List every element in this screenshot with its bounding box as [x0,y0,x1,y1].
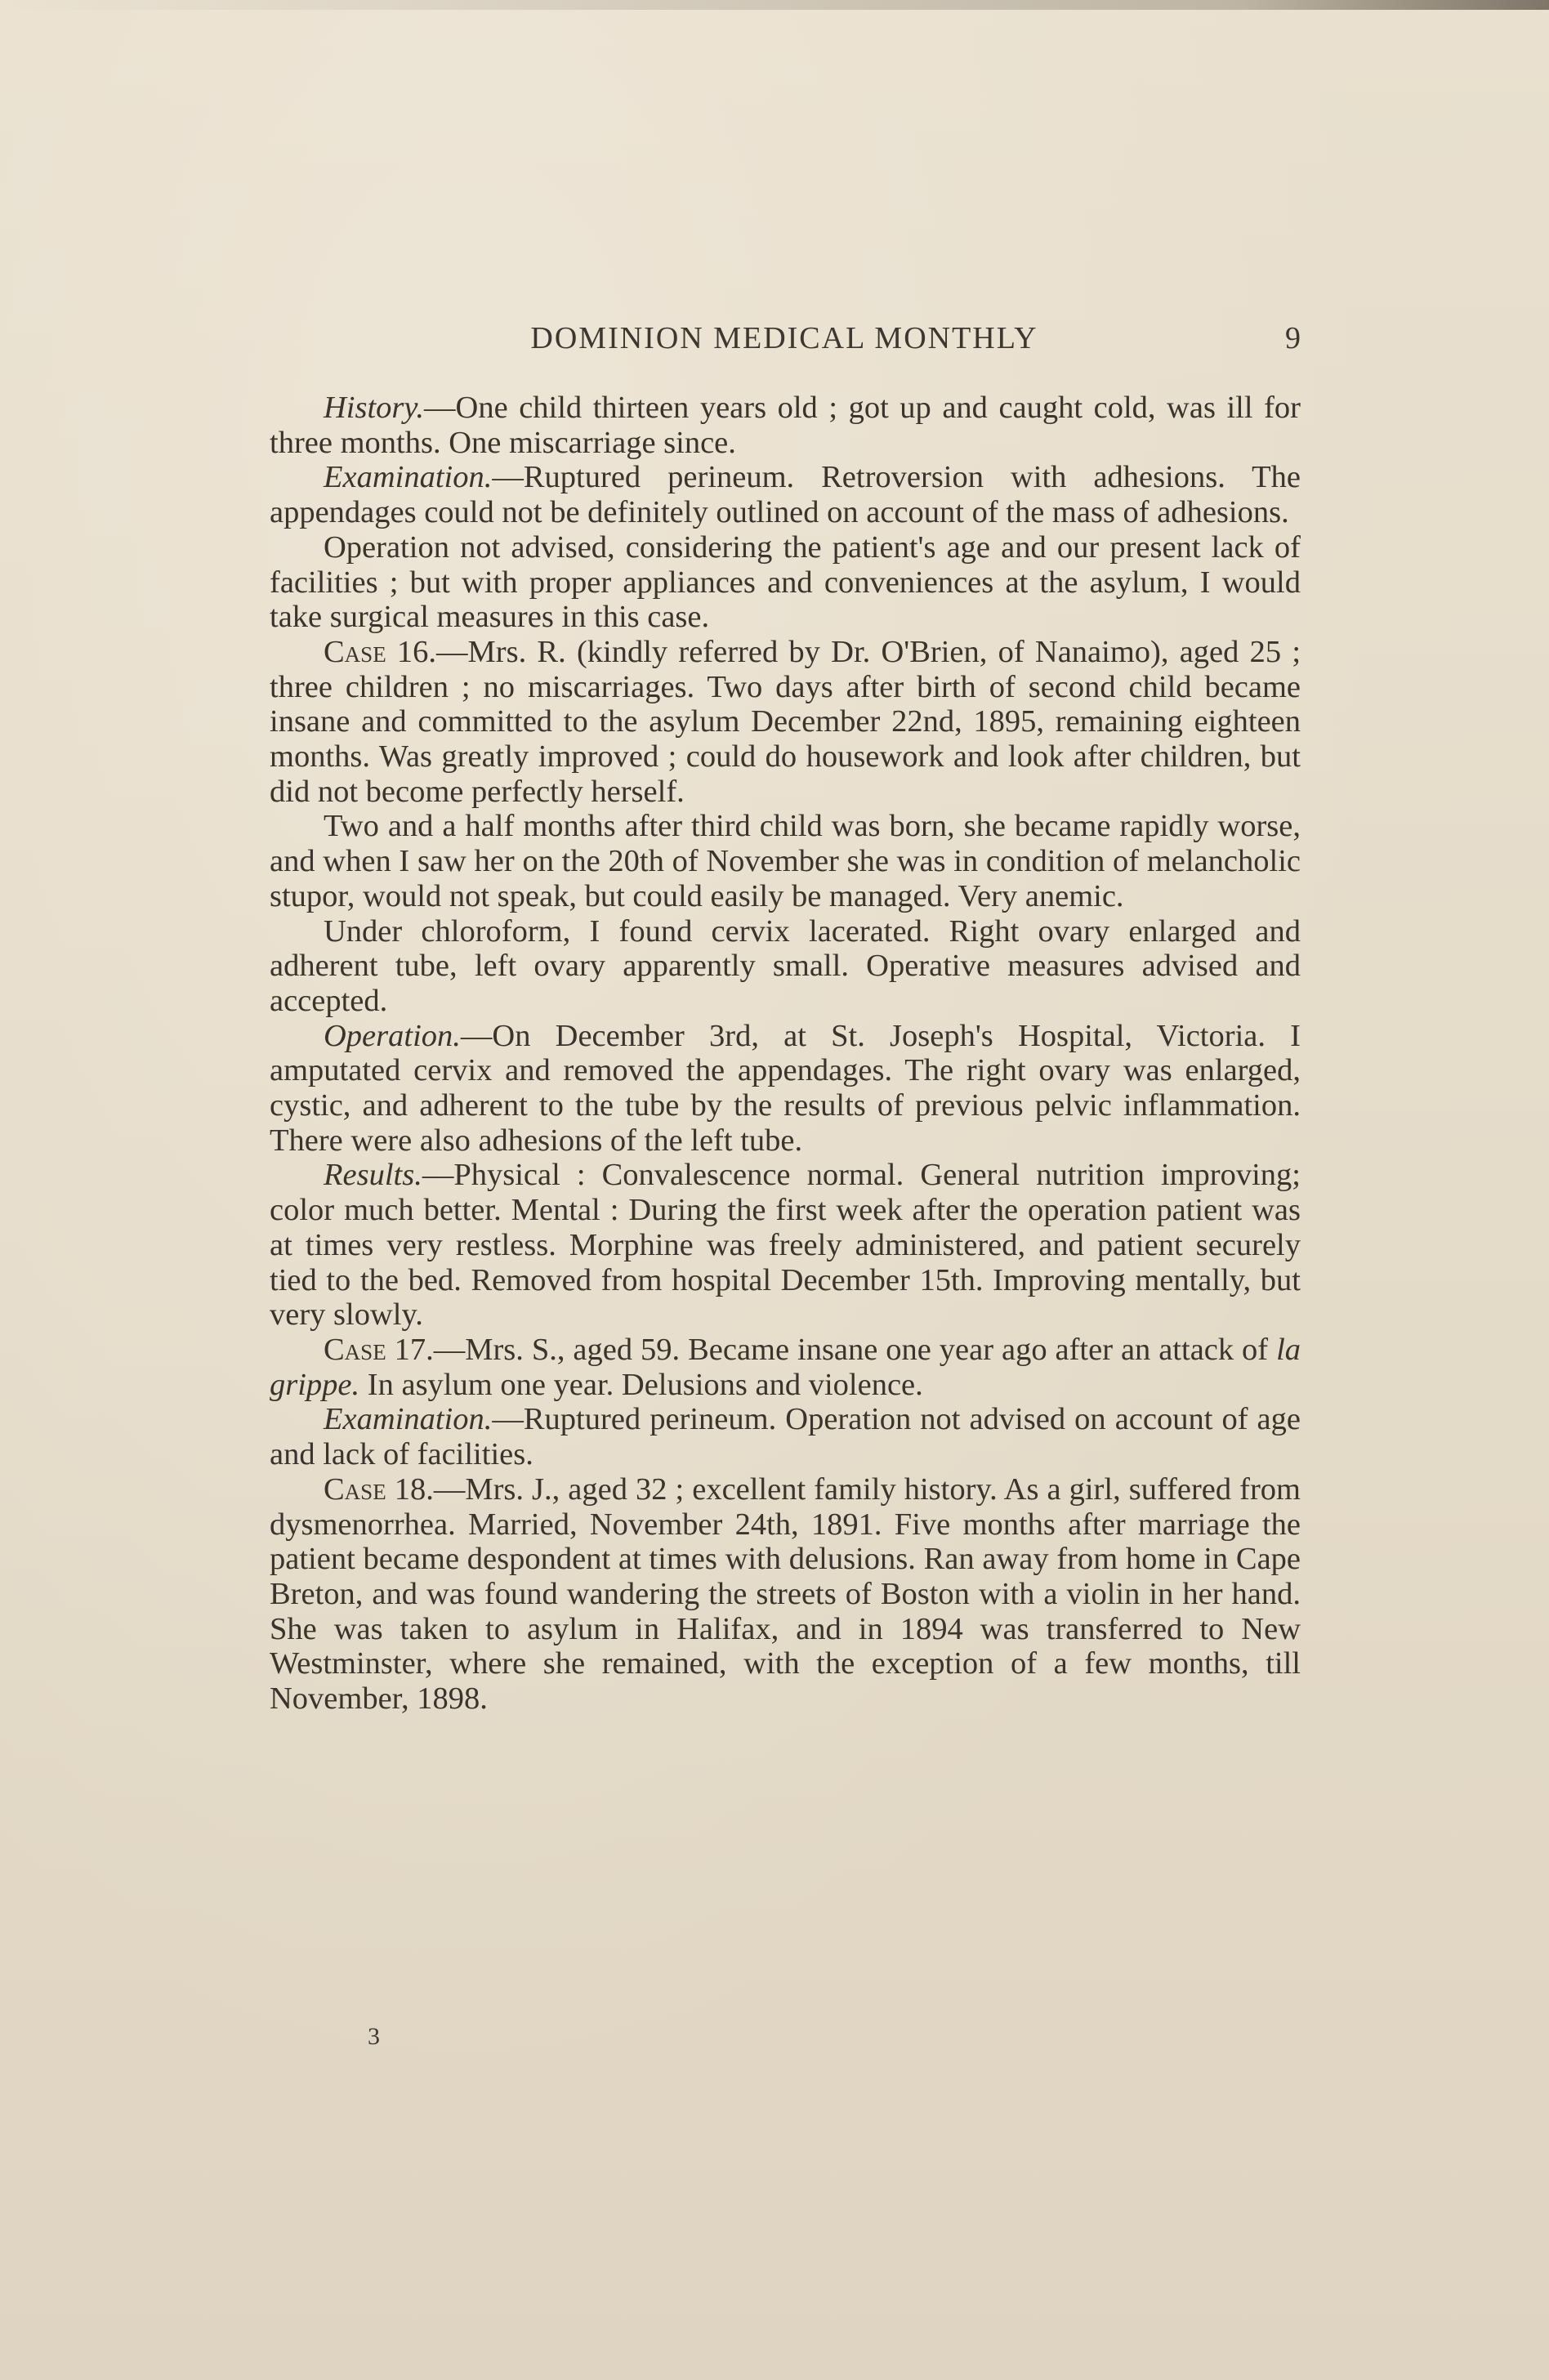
paragraph-case-17 [270,1333,1301,1402]
case-label: Case 17. [324,1332,434,1367]
paragraph-history [270,391,1301,460]
running-head [270,320,1301,369]
paragraph-operation [270,1019,1301,1159]
paragraph-text: —Mrs. J., aged 32 ; excellent family history. As a girl, suffered from dysmenorrhea. Married, November 24th, 1891. Five months after marriage the patient became despondent at times with delusions. Ran away from home in Cape Breton, and was found wandering the streets of Boston with a violin in her hand. She was taken to asylum in Halifax, and in 1894 was transferred to New Westminster, where she remained, with the exception of a few months, till November, 1898. [270,1471,1301,1717]
section-lead: Results. [324,1158,422,1193]
section-lead: Examination. [324,1402,493,1437]
paragraph-case-16-history: Two and a half months after third child was born, she became rapidly worse, and when I saw her on the 20th of November she was in condition of melancholic stupor, would not speak, but could easily be managed. Very anemic. [270,809,1301,913]
journal-title: DOMINION MEDICAL MONTHLY [530,321,1038,355]
section-lead: History. [324,391,425,425]
paragraph-case-16 [270,635,1301,810]
paragraph-text: —Mrs. R. (kindly referred by Dr. O'Brien, of Nanaimo), aged 25 ; three children ; no miscarriages. Two days after birth of second child became insane and committed to the asylum December 22nd, 1895, remaining eighteen months. Was greatly improved ; could do housework and look after children, but did not become perfectly herself. [270,634,1301,809]
italic-term: la grippe. [270,1332,1301,1402]
paragraph-text: —One child thirteen years old ; got up and caught cold, was ill for three months. One miscarriage since. [270,391,1301,460]
paragraph-examination [270,460,1301,529]
paragraph-results [270,1158,1301,1333]
article-body [270,391,1301,1717]
paragraph-text: —On December 3rd, at St. Joseph's Hospital, Victoria. I amputated cervix and removed the appendages. The right ovary was enlarged, cystic, and adherent to the tube by the results of previous pelvic inflammation. There were also adhesions of the left tube. [270,1018,1301,1158]
case-label: Case 18. [324,1471,434,1507]
page-edge-shadow [0,0,1549,10]
paragraph-examination-2 [270,1402,1301,1471]
section-lead: Examination. [324,460,493,495]
section-lead: Operation. [324,1018,461,1053]
signature-mark: 3 [368,2023,380,2050]
paragraph-text: —Ruptured perineum. Operation not advised on account of age and lack of facilities. [270,1402,1301,1472]
paragraph-case-16-findings: Under chloroform, I found cervix lacerated. Right ovary enlarged and adherent tube, left ovary apparently small. Operative measures advised and accepted. [270,913,1301,1018]
paragraph-text: —Ruptured perineum. Retroversion with adhesions. The appendages could not be definitely outlined on account of the mass of adhesions. [270,460,1301,530]
paragraph-case-18 [270,1472,1301,1717]
case-label: Case 16. [324,634,437,669]
paragraph-text: —Mrs. S., aged 59. Became insane one year ago after an attack of [433,1332,1277,1367]
paragraph-text: In asylum one year. Delusions and violence. [359,1367,923,1402]
page-number: 9 [1285,321,1301,355]
paragraph-text: —Physical : Convalescence normal. General nutrition improving; color much better. Mental : During the first week after the operation patient was at times very restless. Morphine was freely administered, and patient securely tied to the bed. Removed from hospital December 15th. Improving mentally, but very slowly. [270,1158,1301,1333]
paragraph-operation-advice: Operation not advised, considering the patient's age and our present lack of facilities ; but with proper appliances and conveniences at the asylum, I would take surgical measures in this case. [270,529,1301,635]
